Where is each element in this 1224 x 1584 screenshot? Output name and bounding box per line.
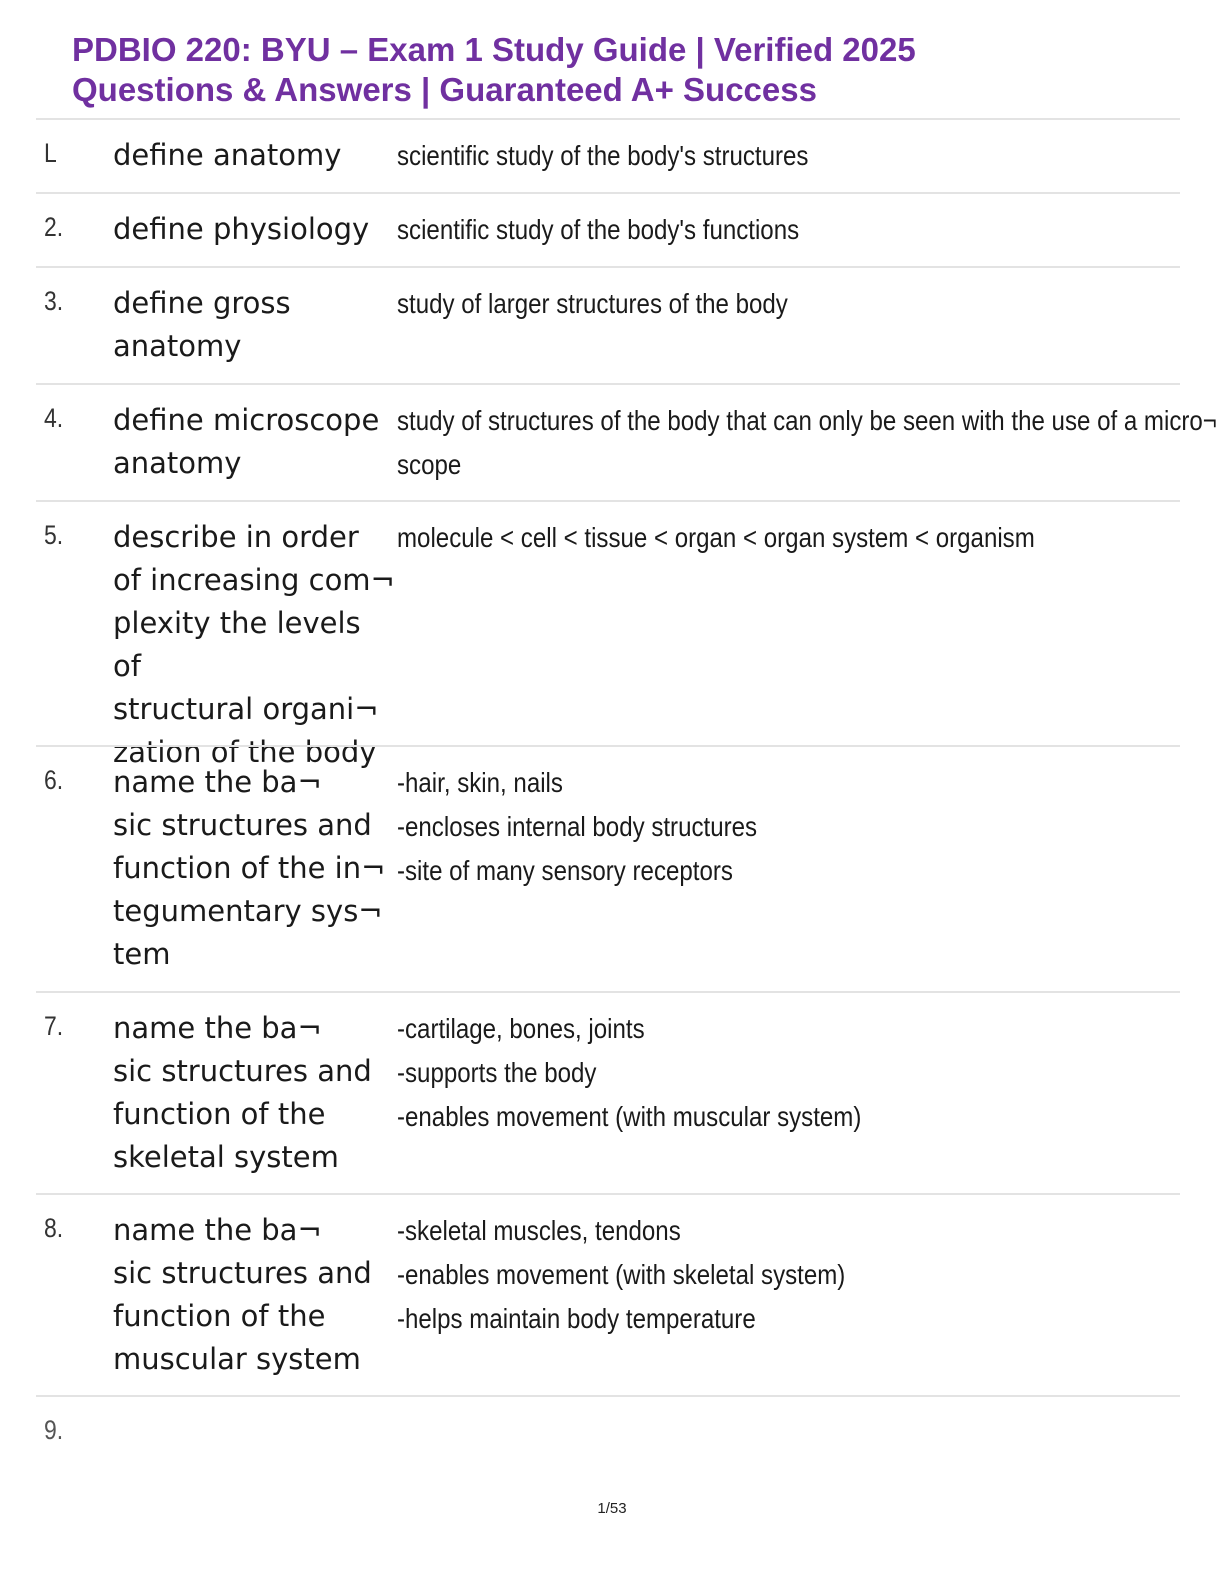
item-number: 3.: [44, 286, 64, 316]
item-number: 9.: [44, 1415, 64, 1445]
flashcard-row: [36, 1395, 1180, 1477]
flashcard-row: [36, 500, 1180, 769]
definition: -cartilage, bones, joints -supports the body -enables movement (with muscular system): [397, 1013, 862, 1132]
definition: -skeletal muscles, tendons -enables movement (with skeletal system) -helps maintain body temperature: [397, 1215, 846, 1334]
term: define gross anatomy: [113, 286, 291, 363]
definition: study of structures of the body that can only be seen with the use of a micro¬ scope: [397, 405, 1217, 480]
item-number: 8.: [44, 1213, 64, 1243]
item-number: 5.: [44, 520, 64, 550]
document-header: [72, 30, 1172, 110]
item-number: 4.: [44, 403, 64, 433]
flashcard-row: [36, 266, 1180, 383]
flashcard-row: [36, 118, 1180, 192]
definition: study of larger structures of the body: [397, 288, 788, 319]
item-number: 6.: [44, 765, 64, 795]
term: name the ba¬ sic structures and function of the skeletal system: [113, 1011, 372, 1174]
term: describe in order of increasing com¬ plexity the levels of structural organi¬ zation of the body: [113, 520, 395, 769]
page-number: 1/53: [597, 1500, 627, 1517]
title-line-1: PDBIO 220: BYU – Exam 1 Study Guide | Verified 2025: [72, 31, 916, 68]
definition: scientific study of the body's structures: [397, 140, 809, 171]
term: define anatomy: [113, 138, 342, 172]
flashcard-row: [36, 383, 1217, 500]
flashcard-row: [36, 192, 1180, 266]
term: define microscope anatomy: [113, 403, 380, 480]
definition: molecule < cell < tissue < organ < organ system < organism: [397, 522, 1035, 553]
term: name the ba¬ sic structures and function of the muscular system: [113, 1213, 372, 1376]
item-number: 2.: [44, 212, 64, 242]
item-number: L: [44, 138, 57, 168]
definition: scientific study of the body's functions: [397, 214, 800, 245]
flashcard-row: [36, 1193, 1180, 1395]
title-line-2: Questions & Answers | Guaranteed A+ Success: [72, 71, 817, 108]
term: define physiology: [113, 212, 370, 246]
flashcard-row: [36, 745, 1180, 991]
item-number: 7.: [44, 1011, 64, 1041]
flashcard-row: [36, 991, 1180, 1193]
term: name the ba¬ sic structures and function of the in¬ tegumentary sys¬ tem: [113, 765, 386, 971]
flashcard-list: [36, 118, 1217, 1477]
definition: -hair, skin, nails -encloses internal body structures -site of many sensory receptors: [397, 767, 758, 886]
